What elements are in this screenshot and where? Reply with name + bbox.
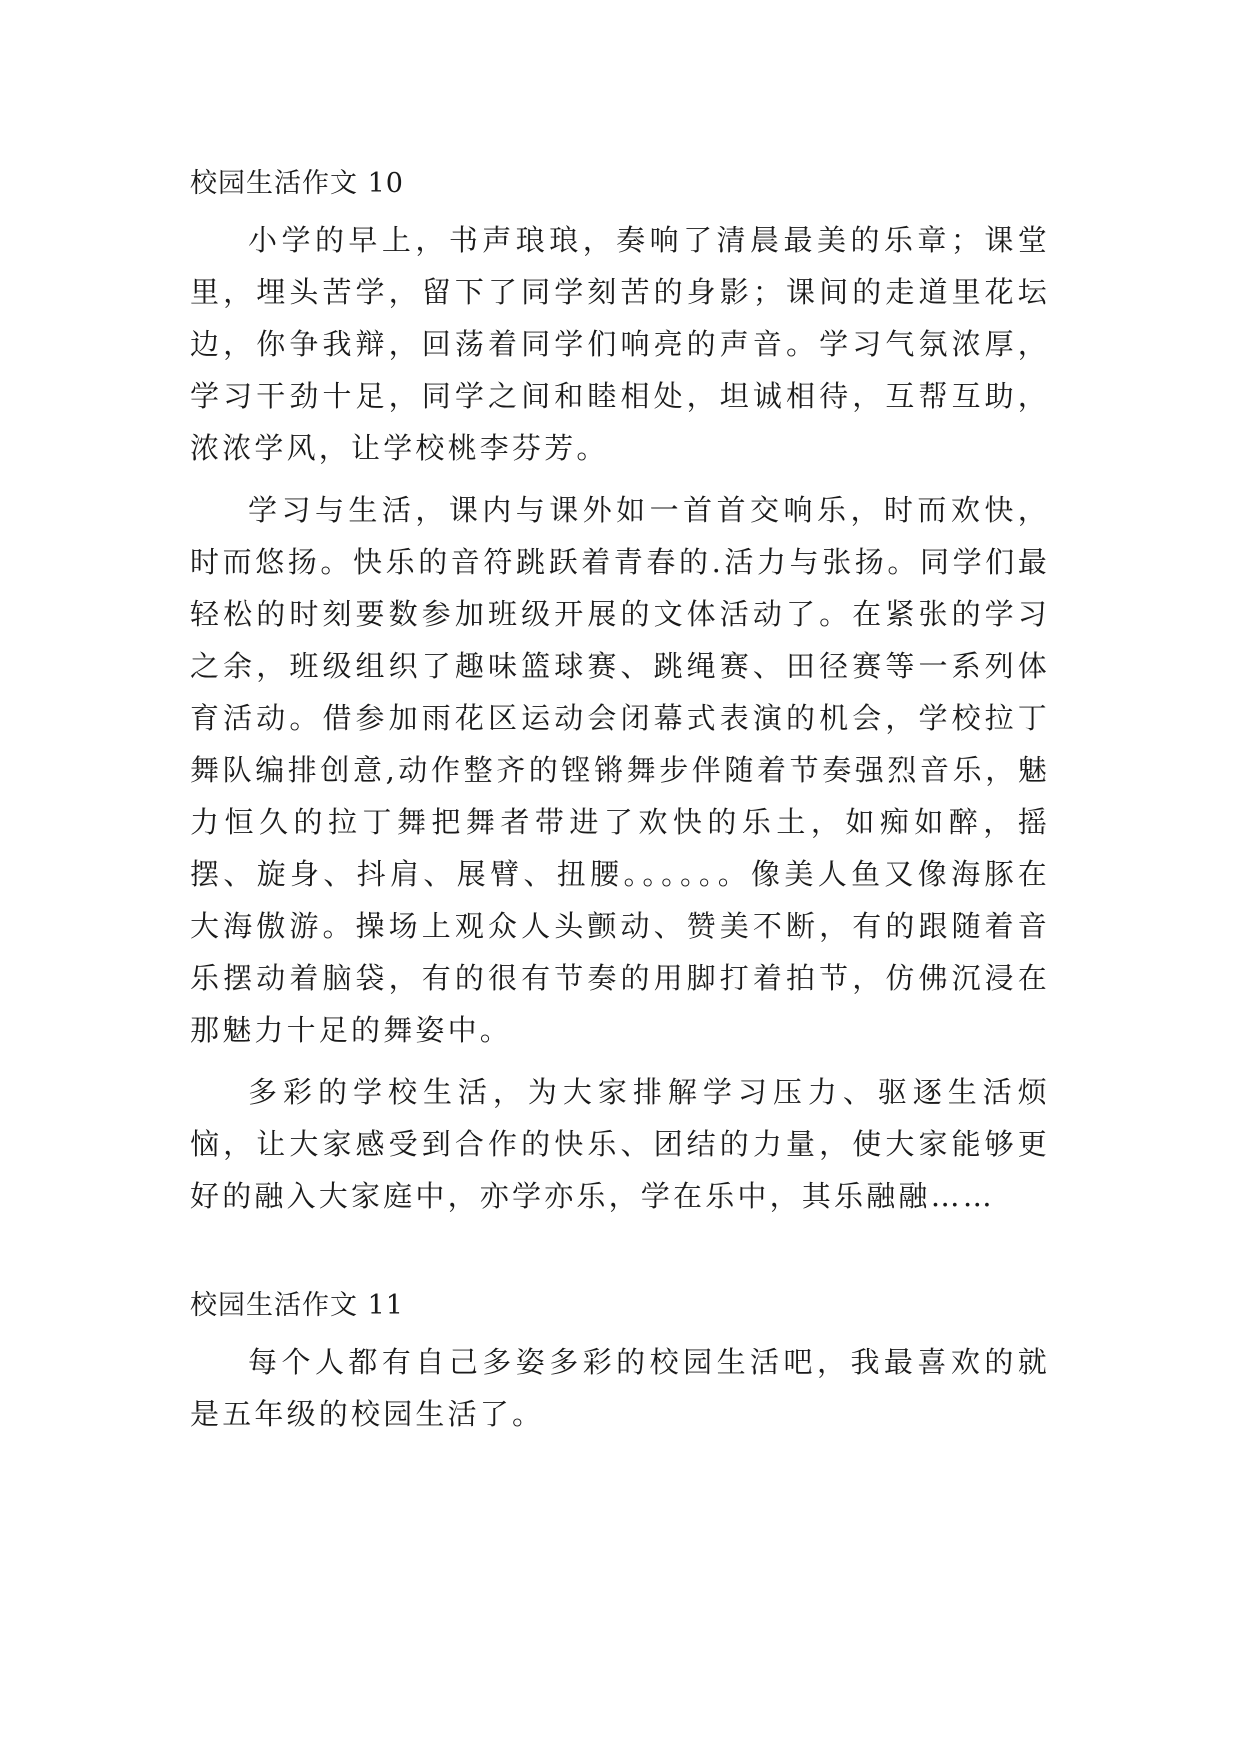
paragraph: 多彩的学校生活，为大家排解学习压力、驱逐生活烦恼，让大家感受到合作的快乐、团结的力量，使大家能够更好的融入大家庭中，亦学亦乐，学在乐中，其乐融融…… [190,1075,1050,1213]
section-title: 校园生活作文 10 [190,168,404,199]
paragraph: 学习与生活，课内与课外如一首首交响乐，时而欢快，时而悠扬。快乐的音符跳跃着青春的.活力与张扬。同学们最轻松的时刻要数参加班级开展的文体活动了。在紧张的学习之余，班级组织了趣味篮球赛、跳绳赛、田径赛等一系列体育活动。借参加雨花区运动会闭幕式表演的机会，学校拉丁舞队编排创意,动作整齐的铿锵舞步伴随着节奏强烈音乐，魅力恒久的拉丁舞把舞者带进了欢快的乐土，如痴如醉，摇摆、旋身、抖肩、展臂、扭腰。。。。。。像美人鱼又像海豚在大海傲游。操场上观众人头颤动、赞美不断，有的跟随着音乐摆动着脑袋，有的很有节奏的用脚打着拍节，仿佛沉浸在那魅力十足的舞姿中。 [190,493,1050,1047]
paragraph: 小学的早上，书声琅琅，奏响了清晨最美的乐章；课堂里，埋头苦学，留下了同学刻苦的身影；课间的走道里花坛边，你争我辩，回荡着同学们响亮的声音。学习气氛浓厚，学习干劲十足，同学之间和睦相处，坦诚相待，互帮互助，浓浓学风，让学校桃李芬芳。 [190,223,1050,465]
section-title: 校园生活作文 11 [190,1290,404,1321]
document-page [190,162,1050,1440]
essay-section-10 [190,162,1050,1222]
essay-section-11 [190,1284,1050,1440]
paragraph: 每个人都有自己多姿多彩的校园生活吧，我最喜欢的就是五年级的校园生活了。 [190,1345,1050,1431]
